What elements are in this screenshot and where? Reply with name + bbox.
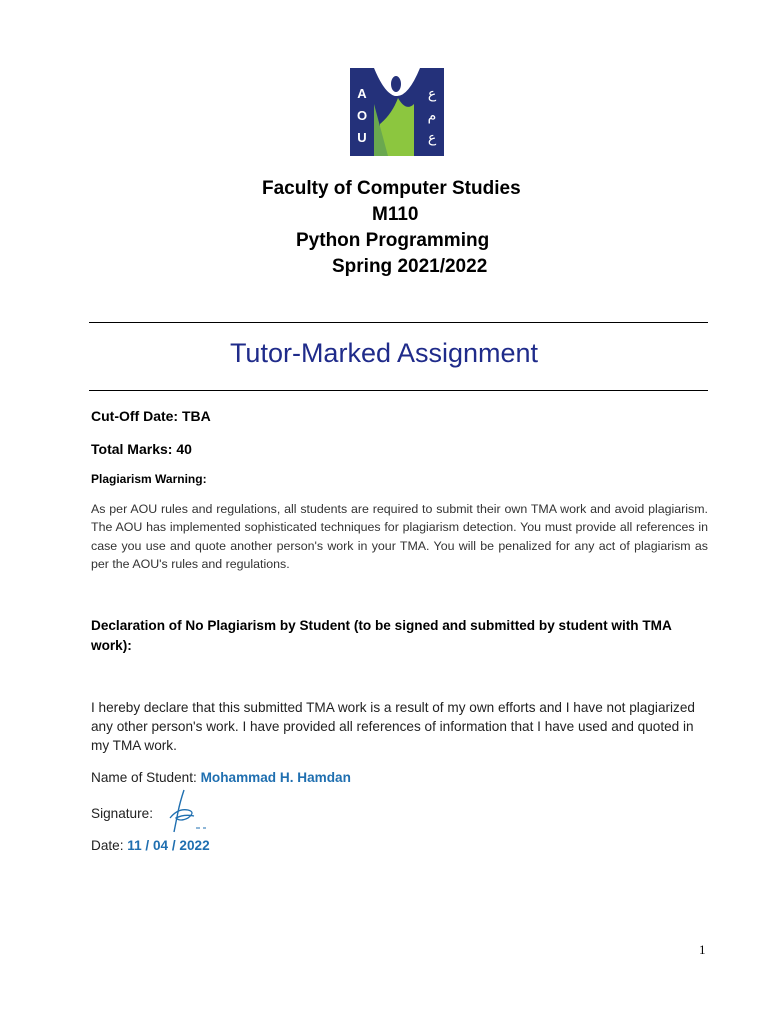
bottom-divider [89,390,708,391]
course-name: Python Programming [296,230,490,251]
plagiarism-warning-title: Plagiarism Warning: [91,472,207,486]
cutoff-label: Cut-Off Date: [91,408,179,424]
cutoff-date [91,408,211,424]
date-line [91,838,210,853]
faculty-name: Faculty of Computer Studies [262,178,521,199]
declaration-text: I hereby declare that this submitted TMA work is a result of my own efforts and I have not plagiarized any other person's work. I have provided all references of information that I have used and quoted in my TMA work. [91,700,695,753]
course-code: M110 [372,204,419,225]
svg-text:A: A [357,86,367,101]
svg-text:م: م [427,108,437,124]
document-title: Tutor-Marked Assignment [229,338,539,368]
svg-text:O: O [356,108,368,123]
signature-label: Signature: [91,806,153,821]
svg-text:ع: ع [427,86,437,102]
plagiarism-warning-text: As per AOU rules and regulations, all students are required to submit their own TMA work and avoid plagiarism. The AOU has implemented sophisticated techniques for plagiarism detection. You must provide all references in case you use and quote another person's work in your TMA. You will be penalized for any act of plagiarism as per the AOU's rules and regulations. [91,502,708,572]
marks-label: Total Marks: [91,441,173,457]
total-marks [91,441,192,457]
term: Spring 2021/2022 [332,256,488,277]
handwritten-signature [166,788,216,838]
student-name-line [91,770,351,785]
aou-logo [348,64,446,158]
date-value: 11 / 04 / 2022 [127,838,210,853]
page-number: 1 [699,942,706,957]
top-divider [89,322,708,323]
marks-value: 40 [176,441,192,457]
svg-text:U: U [357,130,367,145]
student-name-label: Name of Student: [91,770,197,785]
date-label: Date: [91,838,124,853]
svg-text:ع: ع [427,130,437,146]
cutoff-value: TBA [182,408,211,424]
declaration-title: Declaration of No Plagiarism by Student (to be signed and submitted by student with TMA work): [91,618,672,653]
student-name: Mohammad H. Hamdan [200,770,351,785]
